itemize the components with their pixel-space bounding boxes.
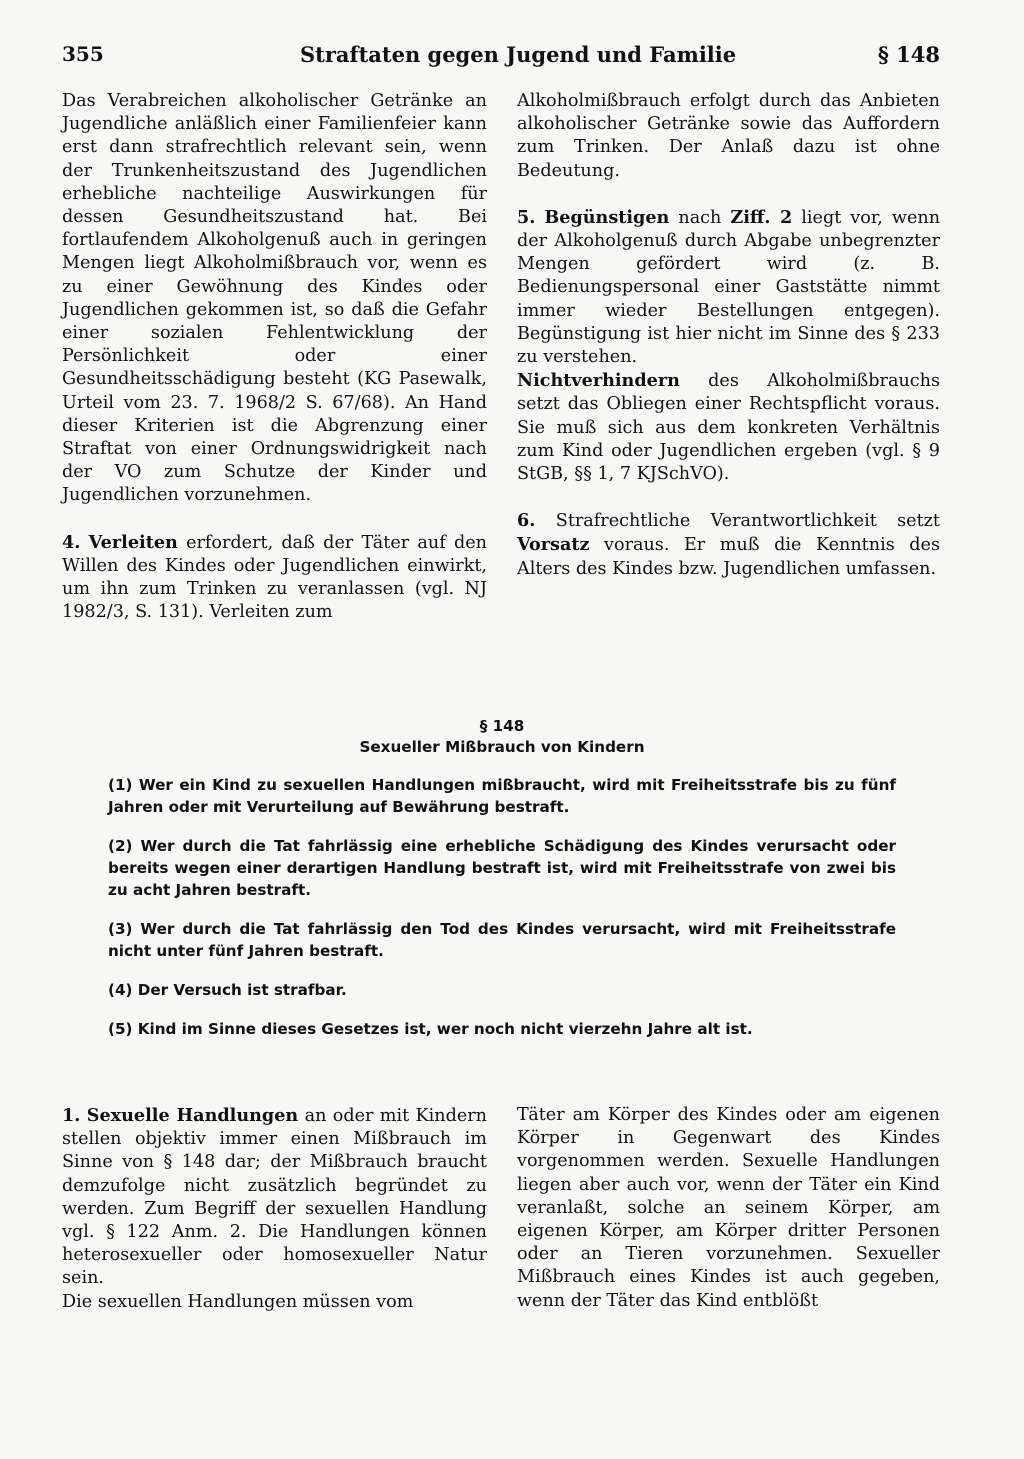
- upper-left-column: [62, 90, 487, 624]
- law-paragraph: (4) Der Versuch ist strafbar.: [108, 981, 347, 999]
- note-text: nach: [678, 207, 722, 228]
- law-paragraph: (3) Wer durch die Tat fahrlässig den Tod des Kindes verursacht, wird mit Freiheitsstrafe nicht unter fünf Jahren bestraft.: [108, 920, 896, 960]
- note-term: Vorsatz: [517, 534, 590, 556]
- page-number: 355: [62, 42, 104, 66]
- law-paragraph: (5) Kind im Sinne dieses Gesetzes ist, wer noch nicht vierzehn Jahre alt ist.: [108, 1020, 753, 1038]
- note-term: Begünstigen: [544, 206, 670, 228]
- paragraph: Die sexuellen Handlungen müssen vom: [62, 1291, 414, 1312]
- note-reference: Ziff. 2: [730, 206, 793, 228]
- note-text: an oder mit Kindern stellen objektiv immer einen Mißbrauch im Sinne von § 148 dar; der Mißbrauch braucht demzufolge nicht zusätzlich begründet zu werden. Zum Begriff der sexuellen Handlung vgl. § 122 Anm. 2. Die Handlungen können heterosexueller oder homosexueller Natur sein.: [62, 1106, 488, 1289]
- law-paragraph: (2) Wer durch die Tat fahrlässig eine erhebliche Schädigung des Kindes verursacht oder bereits wegen einer derartigen Handlung bestraft ist, wird mit Freiheitsstrafe von zwei bis zu acht Jahren bestraft.: [108, 837, 896, 899]
- lower-right-column: [517, 1104, 940, 1313]
- note-number: 1.: [62, 1105, 81, 1126]
- note-text: des Alkoholmißbrauchs setzt das Obliegen einer Rechtspflicht voraus. Sie muß sich aus dem konkreten Verhältnis zum Kind oder Jugendlichen ergeben (vgl. § 9 StGB, §§ 1, 7 KJSchVO).: [517, 371, 941, 485]
- note-term: Nichtverhindern: [517, 370, 680, 392]
- paragraph: Täter am Körper des Kindes oder am eigenen Körper in Gegenwart des Kindes vorgenommen werden. Sexuelle Handlungen liegen aber auch vor, wenn der Täter ein Kind veranlaßt, solche an seinem Körper, am eigenen Körper, am Körper dritter Personen oder an Tieren vorzunehmen. Sexueller Mißbrauch eines Kindes ist auch gegeben, wenn der Täter das Kind entblößt: [517, 1105, 940, 1311]
- section-reference: § 148: [877, 42, 940, 67]
- running-header: [62, 38, 940, 72]
- upper-right-column: [517, 90, 940, 581]
- lower-left-column: [62, 1104, 487, 1314]
- law-section-148: [108, 716, 896, 1057]
- running-title: Straftaten gegen Jugend und Familie: [300, 42, 737, 67]
- law-number: § 148: [479, 717, 525, 735]
- note-term: Sexuelle Handlungen: [86, 1105, 299, 1126]
- law-paragraph: (1) Wer ein Kind zu sexuellen Handlungen mißbraucht, wird mit Freiheitsstrafe bis zu fünf Jahren oder mit Verurteilung auf Bewährung bestraft.: [108, 776, 896, 816]
- note-6: [517, 509, 940, 581]
- law-title: Sexueller Mißbrauch von Kindern: [359, 738, 645, 756]
- paragraph: Das Verabreichen alkoholischer Getränke an Jugendliche anläßlich einer Familienfeier kann erst dann strafrechtlich relevant sein, wenn der Trunkenheitszustand des Jugendlichen erhebliche nachteilige Auswirkungen für dessen Gesundheitszustand hat. Bei fortlaufendem Alkoholgenuß auch in geringen Mengen liegt Alkoholmißbrauch vor, wenn es zu einer Gewöhnung des Kindes oder Jugendlichen gekommen ist, so daß die Gefahr einer sozialen Fehlentwicklung der Persönlichkeit oder einer Gesundheitsschädigung besteht (KG Pasewalk, Urteil vom 23. 7. 1968/2 S. 67/68). An Hand dieser Kriterien ist die Abgrenzung einer Straftat von einer Ordnungswidrigkeit nach der VO zum Schutze der Kinder und Jugendlichen vorzunehmen.: [62, 91, 487, 506]
- note-text: Strafrechtliche Verantwortlichkeit setzt: [555, 511, 940, 532]
- note-text: erfordert, daß der Täter auf den Willen des Kindes oder Jugendlichen einwirkt, um ihn zum Trinken zu veranlassen (vgl. NJ 1982/3, S. 131). Verleiten zum: [62, 532, 487, 623]
- note-number: 4.: [62, 531, 81, 553]
- note-1: [62, 1104, 487, 1291]
- note-text: liegt vor, wenn der Alkoholgenuß durch Abgabe unbegrenzter Mengen gefördert wird (z. B. Bedienungspersonal einer Gaststätte nimmt immer wieder Bestellungen entgegen). Begünstigung ist hier nicht im Sinne des § 233 zu verstehen.: [517, 207, 941, 368]
- note-number: 5.: [517, 206, 536, 228]
- paragraph-nichtverhindern: [517, 369, 940, 486]
- note-number: 6.: [517, 510, 536, 532]
- note-4: [62, 531, 487, 625]
- paragraph: Alkoholmißbrauch erfolgt durch das Anbieten alkoholischer Getränke sowie das Auffordern zum Trinken. Der Anlaß dazu ist ohne Bedeutung.: [517, 91, 940, 181]
- note-term: Verleiten: [88, 531, 178, 553]
- note-text: voraus. Er muß die Kenntnis des Alters des Kindes bzw. Jugendlichen umfassen.: [517, 535, 940, 579]
- note-5: [517, 206, 940, 369]
